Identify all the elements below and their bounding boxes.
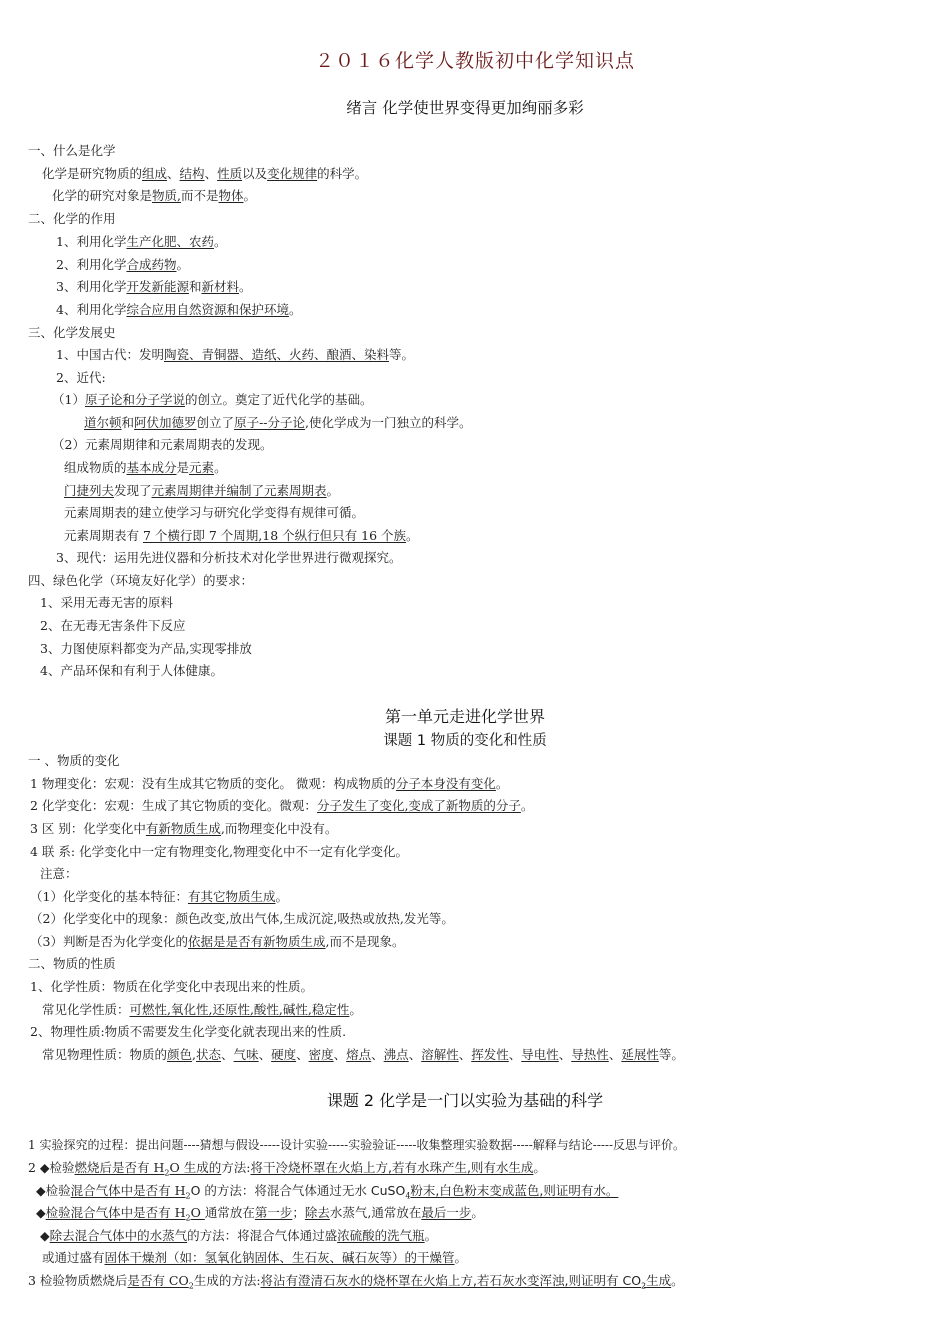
role-item: 2、利用化学合成药物。: [56, 257, 189, 272]
water-order-line: ◆检验混合气体中是否有 $H_2O$ 通常放在第一步；除去水蒸气,通常放在最后一步。: [36, 1205, 484, 1223]
intro-heading: 绪言 化学使世界变得更加绚丽多彩: [346, 99, 584, 117]
history-elements: 组成物质的基本成分是元素。: [64, 460, 227, 475]
note-item: （1）化学变化的基本特征：有其它物质生成。: [30, 889, 288, 904]
history-periods: 元素周期表有 7 个横行即 7 个周期,18 个纵行但只有 16 个族。: [64, 528, 419, 543]
history-current: 3、现代：运用先进仪器和分析技术对化学世界进行微观探究。: [56, 550, 402, 565]
role-item: 4、利用化学综合应用自然资源和保护环境。: [56, 302, 302, 317]
history-periodic-table: 元素周期表的建立使学习与研究化学变得有规律可循。: [64, 505, 365, 520]
note-label: 注意：: [40, 866, 78, 881]
history-mendeleev: 门捷列夫发现了元素周期律并编制了元素周期表。: [64, 483, 340, 498]
section-changes: 一 、物质的变化: [28, 753, 120, 768]
section-properties: 二、物质的性质: [28, 956, 116, 971]
remove-water-line: ◆除去混合气体中的水蒸气的方法：将混合气体通过盛浓硫酸的洗气瓶。: [40, 1228, 438, 1243]
role-item: 1、利用化学生产化肥、农药。: [56, 234, 227, 249]
topic-heading: 课题 1 物质的变化和性质: [383, 733, 547, 749]
research-object-line: 化学的研究对象是物质,而不是物体。: [52, 188, 257, 203]
difference-line: 3 区 别：化学变化中有新物质生成,而物理变化中没有。: [30, 821, 338, 836]
section-what-is-chemistry: 一、什么是化学: [28, 143, 116, 158]
document-title: ２０１６化学人教版初中化学知识点: [314, 50, 635, 72]
chemical-change: 2 化学变化：宏观：生成了其它物质的变化。微观：分子发生了变化,变成了新物质的分子。: [30, 798, 534, 813]
section-history: 三、化学发展史: [28, 325, 116, 340]
water-test-gas-line: ◆检验混合气体中是否有 $H_2O$ 的方法：将混合气体通过无水 CuSO$_4$粉末,白色粉末变成蓝色,则证明有水。: [36, 1183, 619, 1201]
physical-change: 1 物理变化：宏观：没有生成其它物质的变化。 微观：构成物质的分子本身没有变化。: [30, 776, 509, 791]
note-item: （3）判断是否为化学变化的依据是是否有新物质生成,而不是现象。: [30, 934, 405, 949]
green-item: 1、采用无毒无害的原料: [40, 595, 173, 610]
history-dalton: 道尔顿和阿伏加德罗创立了原子--分子论,使化学成为一门独立的科学。: [84, 415, 472, 430]
green-item: 2、在无毒无害条件下反应: [40, 618, 186, 633]
common-chemical-properties: 常见化学性质：可燃性,氧化性,还原性,酸性,碱性,稳定性。: [42, 1002, 362, 1017]
drying-tube-line: 或通过盛有固体干燥剂（如：氢氧化钠固体、生石灰、碱石灰等）的干燥管。: [42, 1250, 468, 1265]
history-atomic-theory: （1）原子论和分子学说的创立。奠定了近代化学的基础。: [52, 392, 373, 407]
water-test-line: 2 ◆检验燃烧后是否有 $H_2O$ 生成的方法:将干冷烧杯罩在火焰上方,若有水珠产生,则有水生成。: [28, 1160, 546, 1178]
physical-property: 2、物理性质:物质不需要发生化学变化就表现出来的性质.: [30, 1024, 347, 1039]
definition-line: 化学是研究物质的组成、结构、性质以及变化规律的科学。: [42, 166, 368, 181]
section-green-chemistry: 四、绿色化学（环境友好化学）的要求：: [28, 573, 254, 588]
relation-line: 4 联 系: 化学变化中一定有物理变化,物理变化中不一定有化学变化。: [30, 844, 409, 859]
co2-test-line: 3 检验物质燃烧后是否有 $CO_2$生成的方法:将沾有澄清石灰水的烧杯罩在火焰上方,若石灰水变浑浊,则证明有 $CO_2$生成。: [28, 1273, 684, 1291]
section-role-of-chemistry: 二、化学的作用: [28, 211, 116, 226]
green-item: 3、力图使原料都变为产品,实现零排放: [40, 641, 252, 656]
common-physical-properties: 常见物理性质：物质的颜色,状态、气味、硬度、密度、熔点、沸点、溶解性、挥发性、导电性、导热性、延展性等。: [42, 1047, 684, 1062]
history-periodic-law: （2）元素周期律和元素周期表的发现。: [52, 437, 273, 452]
chemical-property: 1、化学性质：物质在化学变化中表现出来的性质。: [30, 979, 313, 994]
topic-heading: 课题 2 化学是一门以实验为基础的科学: [326, 1091, 604, 1110]
green-item: 4、产品环保和有利于人体健康。: [40, 663, 223, 678]
history-modern: 2、近代:: [56, 370, 106, 385]
inquiry-process: 1 实验探究的过程：提出问题----猜想与假设-----设计实验-----实验验证-----收集整理实验数据-----解释与结论-----反思与评价。: [28, 1138, 686, 1152]
unit-heading: 第一单元走进化学世界: [384, 707, 545, 726]
role-item: 3、利用化学开发新能源和新材料。: [56, 279, 252, 294]
history-ancient: 1、中国古代：发明陶瓷、青铜器、造纸、火药、酿酒、染料等。: [56, 347, 414, 362]
note-item: （2）化学变化中的现象：颜色改变,放出气体,生成沉淀,吸热或放热,发光等。: [30, 911, 454, 926]
